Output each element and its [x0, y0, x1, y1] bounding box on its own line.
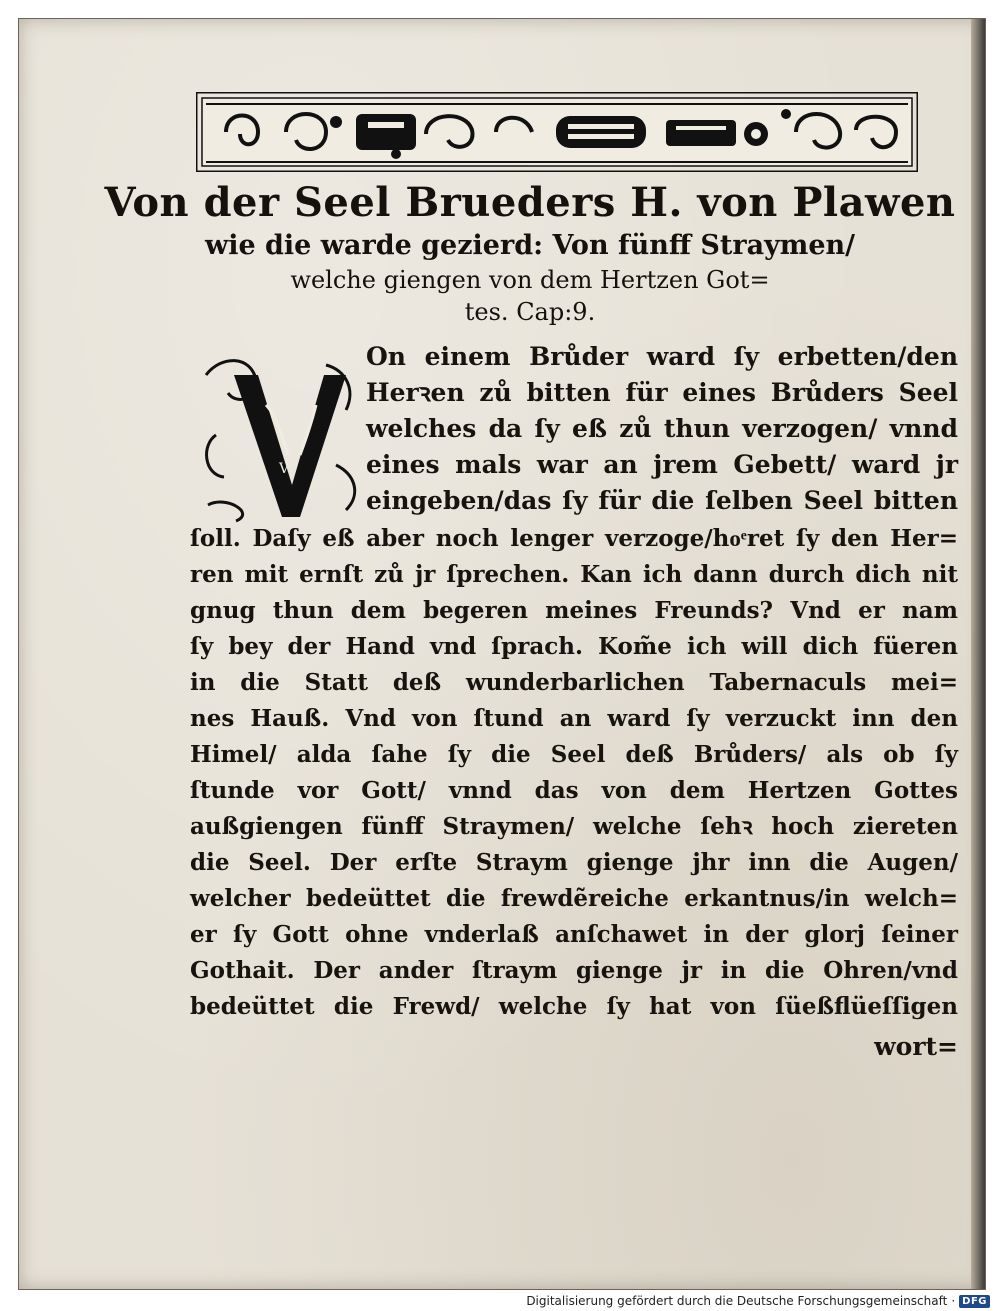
footer-credit [526, 1292, 990, 1310]
text-line: außgiengen fünff Straymen/ welche ſehꝛ hoch ziereten [190, 813, 958, 840]
heading-line-4: tes. Cap:9. [464, 298, 596, 326]
footer-text: Digitalisierung gefördert durch die Deutsche Forschungsgemeinschaft [526, 1294, 948, 1308]
text-line: ſtunde vor Gott/ vnnd das von dem Hertzen Gottes [190, 777, 958, 804]
text-line: ſoll. Daſy eß aber noch lenger verzoge/hoͤret ſy den Her= [190, 525, 958, 552]
heading-line-3: welche giengen von dem Hertzen Got= [290, 266, 770, 294]
heading-line-1: Von der Seel Brueders H. von Plawen [104, 179, 956, 226]
footer-separator: · [951, 1294, 956, 1308]
text-line: eingeben/das ſy für die ſelben Seel bitten [366, 486, 958, 515]
drop-cap-letter: V [278, 461, 290, 477]
text-line: ſy bey der Hand vnd ſprach. Kom̃e ich will dich füeren [190, 633, 958, 660]
page-gutter [971, 19, 985, 1289]
text-line: die Seel. Der erſte Straym gienge jhr inn die Augen/ [190, 849, 958, 876]
text-line: Herꝛen zů bitten für eines Brůders Seel [366, 378, 958, 407]
text-line: bedeüttet die Frewd/ welche ſy hat von ſüeßflüeſſigen [190, 993, 958, 1020]
text-line: er ſy Gott ohne vnderlaß anſchawet in der glorj ſeiner [190, 921, 958, 948]
dfg-logo-icon: DFG [959, 1295, 990, 1308]
woodcut-header-ornament [196, 92, 918, 172]
chapter-heading [100, 178, 960, 328]
text-line: welcher bedeüttet die frewdẽreiche erkantnus/in welch= [190, 885, 958, 912]
text-line: Gothait. Der ander ſtraym gienge jr in die Ohren/vnd [190, 957, 958, 984]
decorated-initial [196, 345, 366, 525]
text-line: eines mals war an jrem Gebett/ ward jr [366, 450, 958, 479]
text-line: welches da ſy eß zů thun verzogen/ vnnd [366, 414, 958, 443]
catchword: wort= [874, 1032, 958, 1061]
text-line: in die Statt deß wunderbarlichen Tabernaculs mei= [190, 669, 958, 696]
text-line: ren mit ernſt zů jr ſprechen. Kan ich dann durch dich nit [190, 561, 958, 588]
heading-line-2: wie die warde gezierd: Von fünff Straymen/ [204, 230, 856, 261]
text-line: On einem Brůder ward ſy erbetten/den [366, 342, 958, 371]
text-line: gnug thun dem begeren meines Freunds? Vnd er nam [190, 597, 958, 624]
text-line: Himel/ alda ſahe ſy die Seel deß Brůders/ als ob ſy [190, 741, 958, 768]
text-line: nes Hauß. Vnd von ſtund an ward ſy verzuckt inn den [190, 705, 958, 732]
